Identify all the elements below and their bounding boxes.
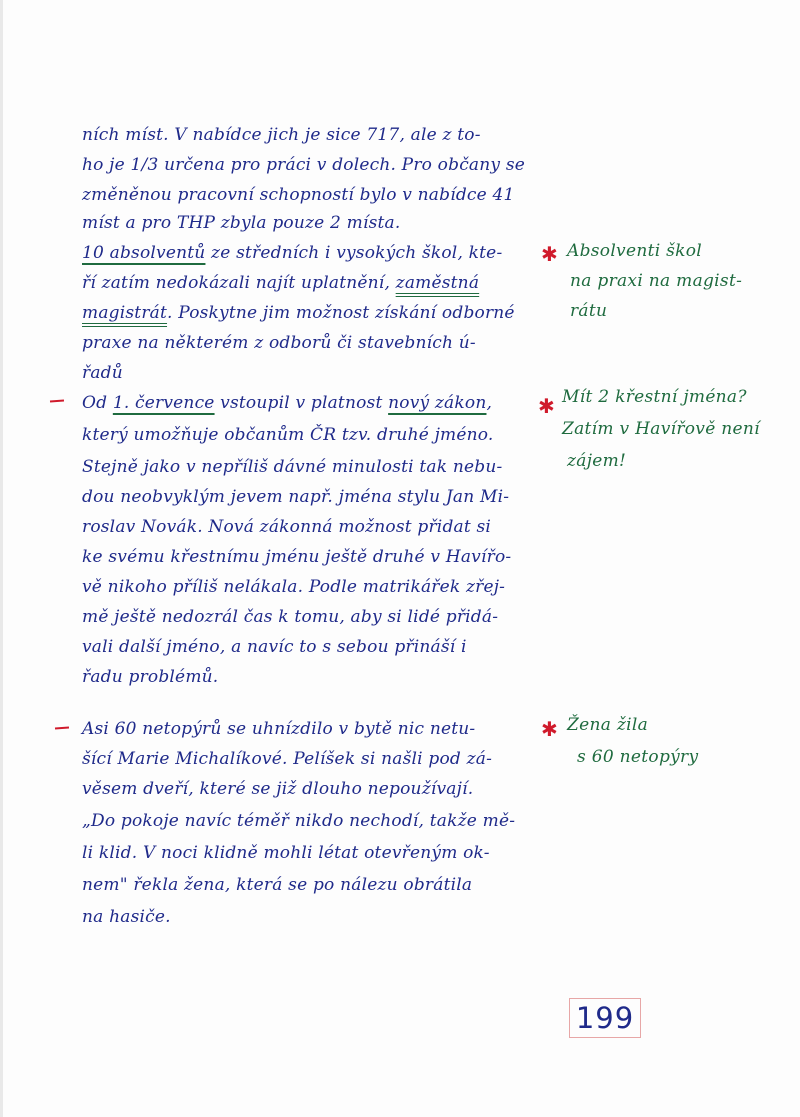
body-line: nem" řekla žena, která se po nálezu obrátila (82, 875, 473, 895)
body-line (82, 271, 479, 295)
body-line: Stejně jako v nepříliš dávné minulosti tak nebu- (82, 457, 503, 477)
body-line: který umožňuje občanům ČR tzv. druhé jméno. (82, 425, 494, 445)
body-line: vali další jméno, a navíc to s sebou přináší i (82, 637, 467, 657)
body-line: praxe na některém z odborů či stavebních ú- (82, 333, 476, 353)
margin-note-line: na praxi na magist- (570, 271, 743, 291)
body-line: řadu problémů. (82, 667, 219, 687)
margin-note-line: Absolventi škol (567, 241, 703, 261)
body-line: míst a pro THP zbyla pouze 2 místa. (82, 213, 401, 233)
paragraph-dash-mark (50, 400, 64, 403)
body-line: ke svému křestnímu jménu ještě druhé v Havířo- (82, 547, 512, 567)
body-line: dou neobvyklým jevem např. jména stylu Jan Mi- (82, 487, 510, 507)
paragraph-dash-mark (55, 727, 69, 730)
underlined-phrase: magistrát (82, 303, 168, 323)
body-line: mě ještě nedozrál čas k tomu, aby si lidé přidá- (82, 607, 499, 627)
body-line: vě nikoho příliš nelákala. Podle matrikářek zřej- (82, 577, 506, 597)
body-line: šící Marie Michalíkové. Pelíšek si našli pod zá- (82, 749, 493, 769)
body-text: vstoupil v platnost (214, 393, 389, 413)
body-line: věsem dveří, které se již dlouho nepoužívají. (82, 779, 474, 799)
margin-note-line: Zatím v Havířově není (562, 419, 760, 439)
scan-edge (0, 0, 3, 1117)
body-line: změněnou pracovní schopností bylo v nabídce 41 (82, 185, 515, 205)
body-text: ří zatím nedokázali najít uplatnění, (82, 273, 396, 293)
body-line: roslav Novák. Nová zákonná možnost přidat si (82, 517, 492, 537)
margin-note-line: s 60 netopýry (577, 747, 699, 767)
body-line: ních míst. V nabídce jich je sice 717, ale z to- (82, 125, 481, 145)
underlined-phrase: zaměstná (395, 273, 480, 293)
body-text: Od (82, 393, 113, 413)
asterisk-marker-icon: ✱ (541, 717, 558, 741)
asterisk-marker-icon: ✱ (538, 394, 555, 418)
margin-note-line: Žena žila (567, 715, 649, 735)
body-line: ho je 1/3 určena pro práci v dolech. Pro občany se (82, 155, 526, 175)
underlined-phrase: nový zákon (388, 393, 487, 413)
body-text: , (486, 393, 493, 413)
body-text: . Poskytne jim možnost získání odborné (167, 303, 515, 323)
body-line: Asi 60 netopýrů se uhnízdilo v bytě nic netu- (82, 719, 476, 739)
body-line: řadů (82, 363, 123, 383)
body-line (82, 391, 492, 415)
margin-note-line: rátu (570, 301, 608, 321)
body-text: ze středních i vysokých škol, kte- (205, 243, 503, 263)
margin-note-line: zájem! (567, 451, 627, 471)
body-line: na hasiče. (82, 907, 171, 927)
margin-note-line: Mít 2 křestní jména? (562, 387, 747, 407)
underlined-phrase: 1. července (112, 393, 215, 413)
underlined-phrase: 10 absolventů (82, 243, 206, 263)
body-line: li klid. V noci klidně mohli létat otevřeným ok- (82, 843, 490, 863)
body-line: „Do pokoje navíc téměř nikdo nechodí, takže mě- (82, 811, 516, 831)
body-line (82, 301, 515, 325)
body-line (82, 241, 502, 265)
asterisk-marker-icon: ✱ (541, 242, 558, 266)
page-number: 199 (569, 998, 641, 1038)
